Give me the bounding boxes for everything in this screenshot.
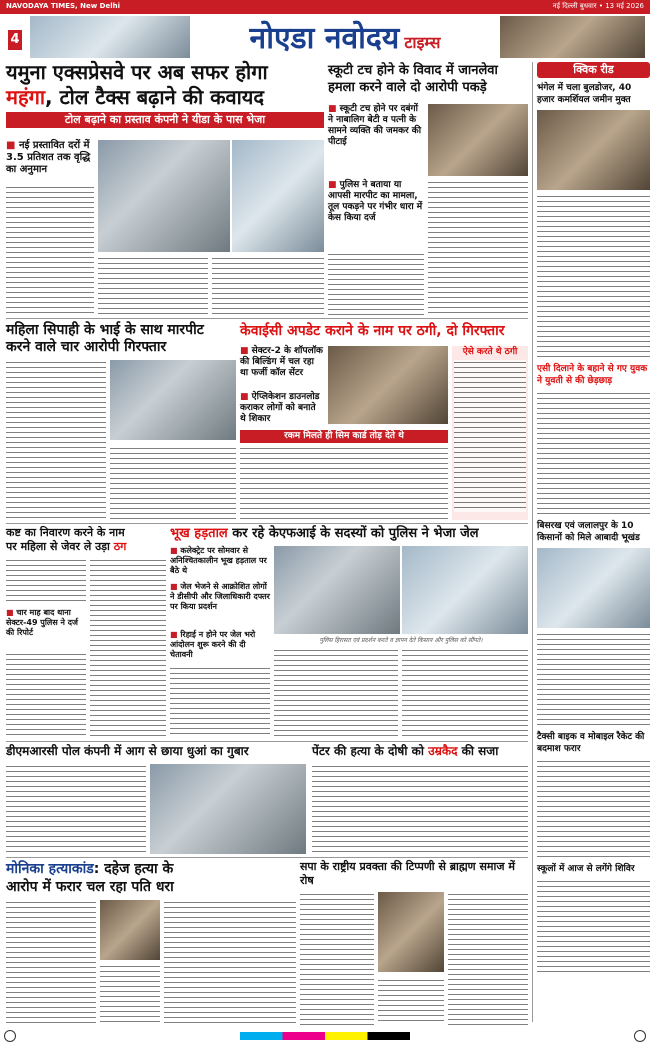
hunger-text-1	[170, 666, 270, 738]
painter-headline: पेंटर की हत्या के दोषी को उम्रकैद की सजा	[312, 744, 499, 758]
toll-plaza-photo	[232, 140, 324, 252]
fraud-text-1	[6, 558, 86, 604]
sidebar-headline-2: एसी दिलाने के बहाने से गए युवक ने युवती से की छेड़छाड़	[537, 364, 648, 386]
kyc-bullet-2: ■ ऐप्लिकेशन डाउनलोड कराकर लोगों को बनाते थे शिकार	[240, 392, 324, 425]
divider-2	[6, 523, 528, 524]
title-text: नोएडा नवोदय	[249, 21, 400, 56]
expressway-photo	[98, 140, 230, 252]
sidebar-text-2	[537, 391, 650, 516]
quick-read-label: क्विक रीड	[537, 62, 650, 78]
hunger-text-2	[274, 648, 398, 738]
monika-headline-1: मोनिका हत्याकांड: दहेज हत्या के	[6, 861, 174, 877]
lead-bullet: ■ नई प्रस्तावित दरों में 3.5 प्रतिशत तक वृद्धि का अनुमान	[6, 140, 94, 176]
divider-1	[6, 318, 528, 319]
divider-3	[6, 741, 528, 742]
title-suffix: टाइम्स	[404, 33, 441, 52]
paper-name: NAVODAYA TIMES, New Delhi	[6, 2, 120, 10]
hunger-strike-story	[170, 526, 528, 738]
kyc-howto-box	[452, 346, 528, 520]
lead-text-col2	[98, 256, 208, 315]
sidebar-headline-3: बिसरख एवं जलालपुर के 10 किसानों को मिले आबादी भूखंड	[537, 521, 640, 543]
date-line: नई दिल्ली बुधवार • 13 मई 2026	[552, 2, 644, 10]
scooty-bullet-2: ■ पुलिस ने बताया या आपसी मारपीट का मामला, तूल पकड़ने पर गंभीर धारा में केस किया दर्ज	[328, 180, 424, 224]
kyc-story	[240, 322, 528, 520]
protest-photo-1	[274, 546, 400, 634]
kyc-text	[240, 446, 448, 520]
constable-story	[6, 322, 236, 520]
sidebar-text-5	[537, 879, 650, 974]
painter-story	[312, 744, 528, 854]
color-bar	[240, 1032, 410, 1040]
fraud-headline-1: कष्ट का निवारण करने के नाम	[6, 526, 125, 539]
sidebar-text-4	[537, 759, 650, 859]
quick-read-sidebar	[532, 62, 650, 1022]
sidebar-text-1	[537, 194, 650, 359]
monika-text-1	[6, 900, 96, 1025]
kyc-howto-text	[454, 360, 526, 512]
registration-mark-right	[634, 1030, 646, 1042]
fraud-headline-2: पर महिला से जेवर ले उड़ा ठग	[6, 540, 127, 553]
monika-text-3	[164, 900, 296, 1025]
kyc-bullet-1: ■ सेक्टर-2 के शॉपलॉक की बिल्डिंग में चल रहा था फर्जी कॉल सेंटर	[240, 346, 324, 379]
sp-text-3	[448, 892, 528, 1025]
masthead	[0, 0, 650, 60]
plot-allotment-photo	[537, 548, 650, 628]
sidebar-text-3	[537, 632, 650, 727]
lead-text-col3	[212, 256, 324, 315]
hunger-caption: पुलिस हिरासत एवं प्रदर्शन करते व ज्ञापन देते किसान और पुलिस को सौंपते।	[319, 637, 483, 644]
kyc-band: रकम मिलते ही सिम कार्ड तोड़ देते थे	[240, 430, 448, 443]
hunger-bullet-1: ■ कलेक्ट्रेट पर सोमवार से अनिश्चितकालीन भूख हड़ताल पर बैठे थे	[170, 546, 270, 576]
protest-photo-2	[402, 546, 528, 634]
arrest-photo	[428, 104, 528, 176]
masthead-photo-right	[500, 16, 645, 58]
lead-text-col1	[6, 185, 94, 315]
sp-text-2	[378, 978, 444, 1025]
sp-text-1	[300, 892, 374, 1025]
sidebar-headline-5: स्कूलों में आज से लगेंगे शिविर	[537, 864, 635, 874]
scooty-headline: स्कूटी टच होने के विवाद में जानलेवा हमला करने वाले दो आरोपी पकड़े	[328, 63, 498, 95]
masthead-photo-left	[30, 16, 190, 58]
masthead-title	[195, 16, 495, 58]
registration-mark-left	[4, 1030, 16, 1042]
lead-headline-2: महंगा, टोल टैक्स बढ़ाने की कवायद	[6, 85, 265, 109]
fire-text-1	[6, 764, 146, 854]
scooty-text-2	[328, 252, 424, 315]
sp-headline: सपा के राष्ट्रीय प्रवक्ता की टिप्पणी से ब्राह्मण समाज में रोष	[300, 860, 515, 887]
constable-headline-1: महिला सिपाही के भाई के साथ मारपीट	[6, 322, 204, 338]
lead-headline-1: यमुना एक्सप्रेसवे पर अब सफर होगा	[6, 60, 268, 84]
painter-text	[312, 764, 528, 854]
sp-spokesperson-story	[300, 860, 528, 1025]
bulldozer-photo	[537, 110, 650, 190]
fire-story	[6, 744, 306, 854]
fraud-sub: ■ चार माह बाद थाना सेक्टर-49 पुलिस ने दर्ज की रिपोर्ट	[6, 608, 86, 638]
sidebar-headline-1: भंगेल में चला बुलडोजर, 40 हजार कमर्शियल जमीन मुक्त	[537, 83, 632, 105]
kyc-headline: केवाईसी अपडेट कराने के नाम पर ठगी, दो गिरफ्तार	[240, 323, 505, 339]
monika-text-2	[100, 964, 160, 1025]
kyc-arrest-photo	[328, 346, 448, 424]
fire-photo	[150, 764, 306, 854]
fraud-text-3	[90, 558, 166, 738]
accused-photo	[100, 900, 160, 960]
kyc-howto-title: ऐसे करते थे ठगी	[462, 347, 518, 357]
hunger-text-3	[402, 648, 528, 738]
hunger-bullet-3: ■ रिहाई न होने पर जेल भरो आंदोलन शुरू करने की दी चेतावनी	[170, 630, 270, 660]
spokesperson-photo	[378, 892, 444, 972]
hunger-bullet-2: ■ जेल भेजने से आक्रोशित लोगों ने डीसीपी और जिलाधिकारी दफ्तर पर किया प्रदर्शन	[170, 582, 270, 612]
lead-band: टोल बढ़ाने का प्रस्ताव कंपनी ने यीडा के पास भेजा	[6, 112, 324, 128]
constable-text-1	[6, 360, 106, 520]
monika-story	[6, 860, 296, 1025]
fraud-text-2	[6, 652, 86, 738]
monika-headline-2: आरोप में फरार चल रहा पति धरा	[6, 879, 174, 895]
scooty-bullet-1: ■ स्कूटी टच होने पर दबंगों ने नाबालिग बेटी व पत्नी के सामने व्यक्ति की जमकर की पीटाई	[328, 104, 424, 148]
lead-story	[6, 60, 324, 315]
scooty-story	[328, 62, 528, 315]
page-number: 4	[8, 30, 22, 50]
fire-headline: डीएमआरसी पोल कंपनी में आग से छाया धुआं का गुबार	[6, 744, 249, 758]
constable-headline-2: करने वाले चार आरोपी गिरफ्तार	[6, 339, 167, 355]
divider-4	[6, 857, 528, 858]
hunger-headline: भूख हड़ताल कर रहे केएफआई के सदस्यों को पुलिस ने भेजा जेल	[170, 526, 479, 541]
scooty-text-1	[428, 180, 528, 315]
arrested-accused-photo	[110, 360, 236, 440]
fraud-story	[6, 526, 166, 738]
constable-text-2	[110, 446, 236, 520]
sidebar-headline-4: टैक्सी बाइक व मोबाइल रैकेट की बदमाश फरार	[537, 732, 645, 754]
